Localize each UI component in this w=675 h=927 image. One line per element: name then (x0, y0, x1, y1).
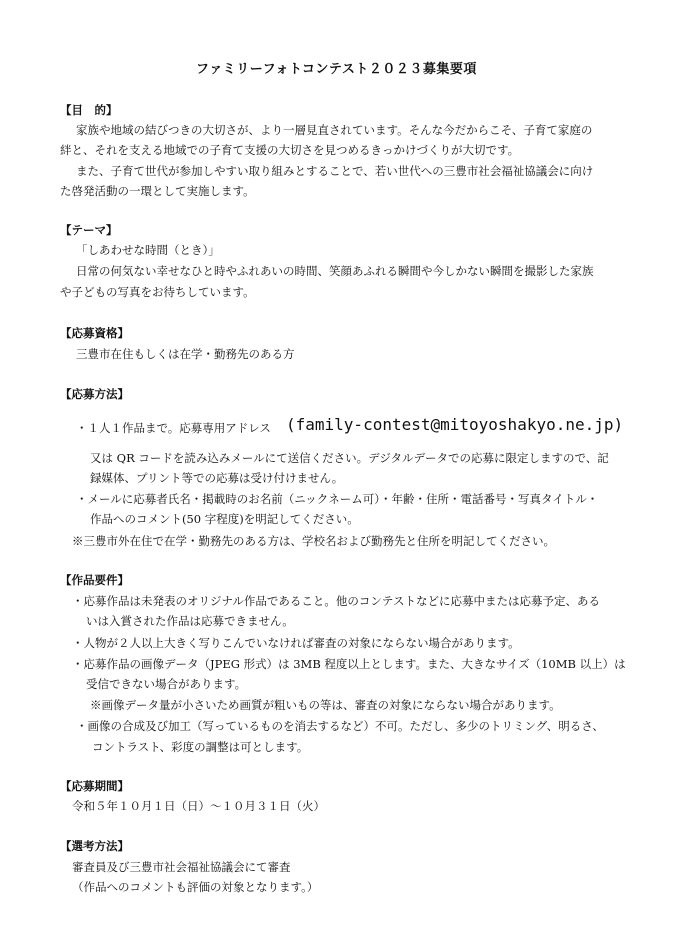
requirements-heading: 【作品要件】 (60, 573, 129, 587)
selection-line: 審査員及び三豊市社会福祉協議会にて審査 (72, 860, 291, 874)
method-note: ※三豊市外在住で在学・勤務先のある方は、学校名および勤務先と住所を明記してください。 (72, 534, 555, 548)
purpose-line: た啓発活動の一環として実施します。 (60, 184, 255, 198)
requirements-note: ※画像データ量が小さいため画質が粗いもの等は、審査の対象にならない場合があります。 (90, 698, 561, 712)
requirements-line: 受信できない場合があります。 (86, 677, 247, 691)
requirements-line: いは入賞された作品は応募できません。 (86, 614, 294, 628)
page-title: ファミリーフォトコンテスト２０２３募集要項 (196, 62, 477, 77)
method-line: 録媒体、プリント等での応募は受け付けません。 (90, 471, 344, 485)
theme-heading: 【テーマ】 (60, 223, 118, 237)
requirements-bullet: ・画像の合成及び加工（写っているものを消去するなど）不可。ただし、多少のトリミング、明るさ、 (76, 719, 604, 733)
method-line: 作品へのコメント(50 字程度)を明記してください。 (90, 512, 359, 526)
eligibility-line: 三豊市在住もしくは在学・勤務先のある方 (76, 347, 295, 361)
theme-title: 「しあわせな時間（とき）」 (76, 243, 220, 257)
contest-email: (family-contest@mitoyoshakyo.ne.jp) (286, 415, 624, 434)
period-line: 令和５年１０月１日（日）～１０月３１日（火） (72, 799, 325, 813)
method-bullet-2: ・メールに応募者氏名・掲載時のお名前（ニックネーム可）・年齢・住所・電話番号・写真タイトル・ (76, 492, 599, 506)
requirements-line: コントラスト、彩度の調整は可とします。 (92, 740, 309, 754)
period-heading: 【応募期間】 (60, 779, 129, 793)
method-bullet-1: ・１人１作品まで。応募専用アドレス (76, 421, 271, 435)
theme-line: 日常の何気ない幸せなひと時やふれあいの時間、笑顔あふれる瞬間や今しかない瞬間を撮影した家族 (76, 264, 594, 278)
purpose-line: 家族や地域の結びつきの大切さが、より一層見直されています。そんな今だからこそ、子育て家庭の (76, 123, 593, 137)
requirements-bullet: ・応募作品は未発表のオリジナル作品であること。他のコンテストなどに応募中または応募予定、ある (72, 594, 600, 608)
theme-line: や子どもの写真をお待ちしています。 (60, 285, 255, 299)
selection-line: （作品へのコメントも評価の対象となります。） (72, 880, 319, 894)
selection-heading: 【選考方法】 (60, 839, 129, 853)
purpose-heading: 【目 的】 (60, 103, 118, 117)
method-heading: 【応募方法】 (60, 387, 129, 401)
requirements-bullet: ・人物が２人以上大きく写りこんでいなければ審査の対象にならない場合があります。 (72, 636, 520, 650)
method-line: 又は QR コードを読み込みメールにて送信ください。デジタルデータでの応募に限定しますので、記 (90, 451, 609, 465)
eligibility-heading: 【応募資格】 (60, 326, 129, 340)
purpose-line: また、子育て世代が参加しやすい取り組みとすることで、若い世代への三豊市社会福祉協議会に向け (76, 164, 594, 178)
purpose-line: 絆と、それを支える地域での子育て支援の大切さを見つめるきっかけづくりが大切です。 (60, 143, 520, 157)
requirements-bullet: ・応募作品の画像データ（JPEG 形式）は 3MB 程度以上とします。また、大きなサイズ（10MB 以上）は (72, 657, 626, 671)
